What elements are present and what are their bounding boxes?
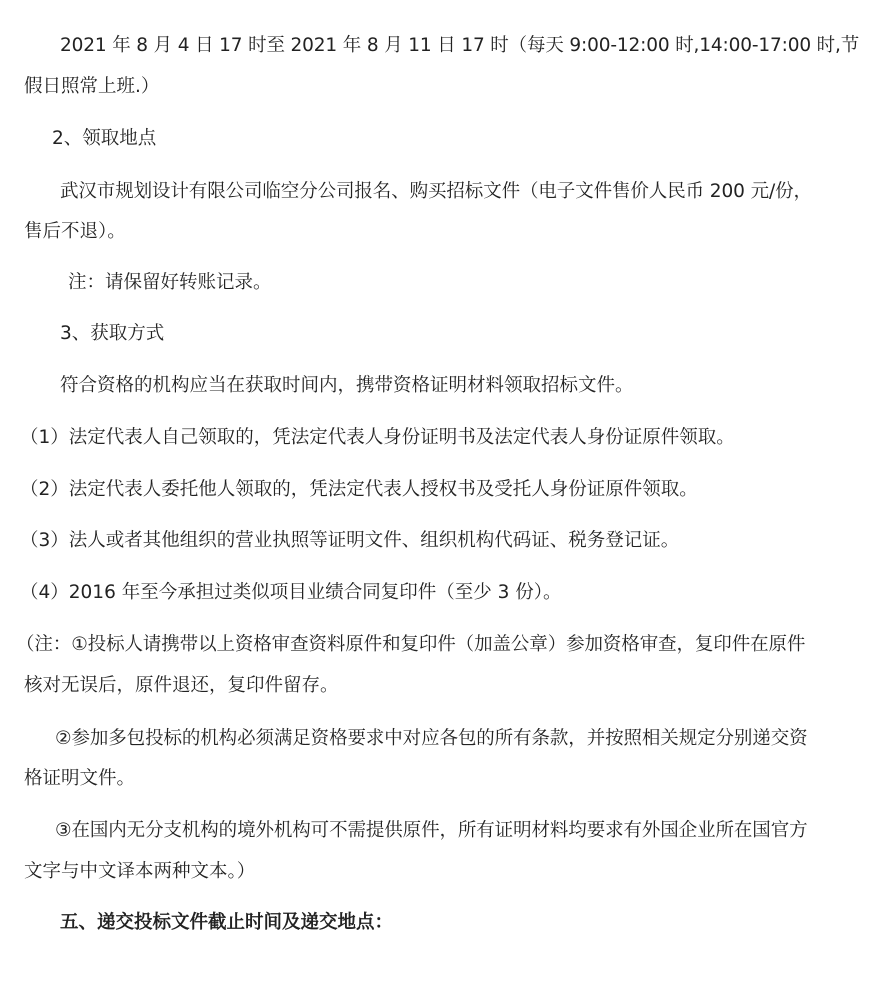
- note-3-line-1: ③在国内无分支机构的境外机构可不需提供原件，所有证明材料均要求有外国企业所在国官方: [55, 820, 808, 841]
- location-line-1: 武汉市规划设计有限公司临空分公司报名、购买招标文件（电子文件售价人民币 200 元/份，: [60, 181, 812, 202]
- item-3: （3）法人或者其他组织的营业执照等证明文件、组织机构代码证、税务登记证。: [20, 530, 680, 551]
- note-3-line-2: 文字与中文译本两种文本。）: [24, 861, 256, 882]
- note-1-line-2: 核对无误后，原件退还，复印件留存。: [24, 675, 339, 696]
- note-1-line-1: （注：①投标人请携带以上资格审查资料原件和复印件（加盖公章）参加资格审查，复印件在原件: [16, 634, 806, 655]
- schedule-line-2: 假日照常上班.）: [24, 76, 160, 97]
- location-line-2: 售后不退）。: [24, 221, 126, 242]
- item-2: （2）法定代表人委托他人领取的，凭法定代表人授权书及受托人身份证原件领取。: [20, 479, 698, 500]
- section-5-heading: 五、递交投标文件截止时间及递交地点：: [60, 912, 394, 933]
- item-4: （4）2016 年至今承担过类似项目业绩合同复印件（至少 3 份）。: [20, 582, 562, 603]
- method-heading: 3、获取方式: [60, 323, 165, 344]
- note-2-line-2: 格证明文件。: [24, 768, 136, 789]
- method-intro: 符合资格的机构应当在获取时间内，携带资格证明材料领取招标文件。: [60, 375, 634, 396]
- note-2-line-1: ②参加多包投标的机构必须满足资格要求中对应各包的所有条款，并按照相关规定分别递交资: [55, 728, 808, 749]
- schedule-line-1: 2021 年 8 月 4 日 17 时至 2021 年 8 月 11 日 17 时（每天 9:00-12:00 时,14:00-17:00 时,节: [60, 35, 860, 56]
- item-1: （1）法定代表人自己领取的，凭法定代表人身份证明书及法定代表人身份证原件领取。: [20, 427, 735, 448]
- note-transfer: 注：请保留好转账记录。: [68, 272, 272, 293]
- location-heading: 2、领取地点: [52, 128, 157, 149]
